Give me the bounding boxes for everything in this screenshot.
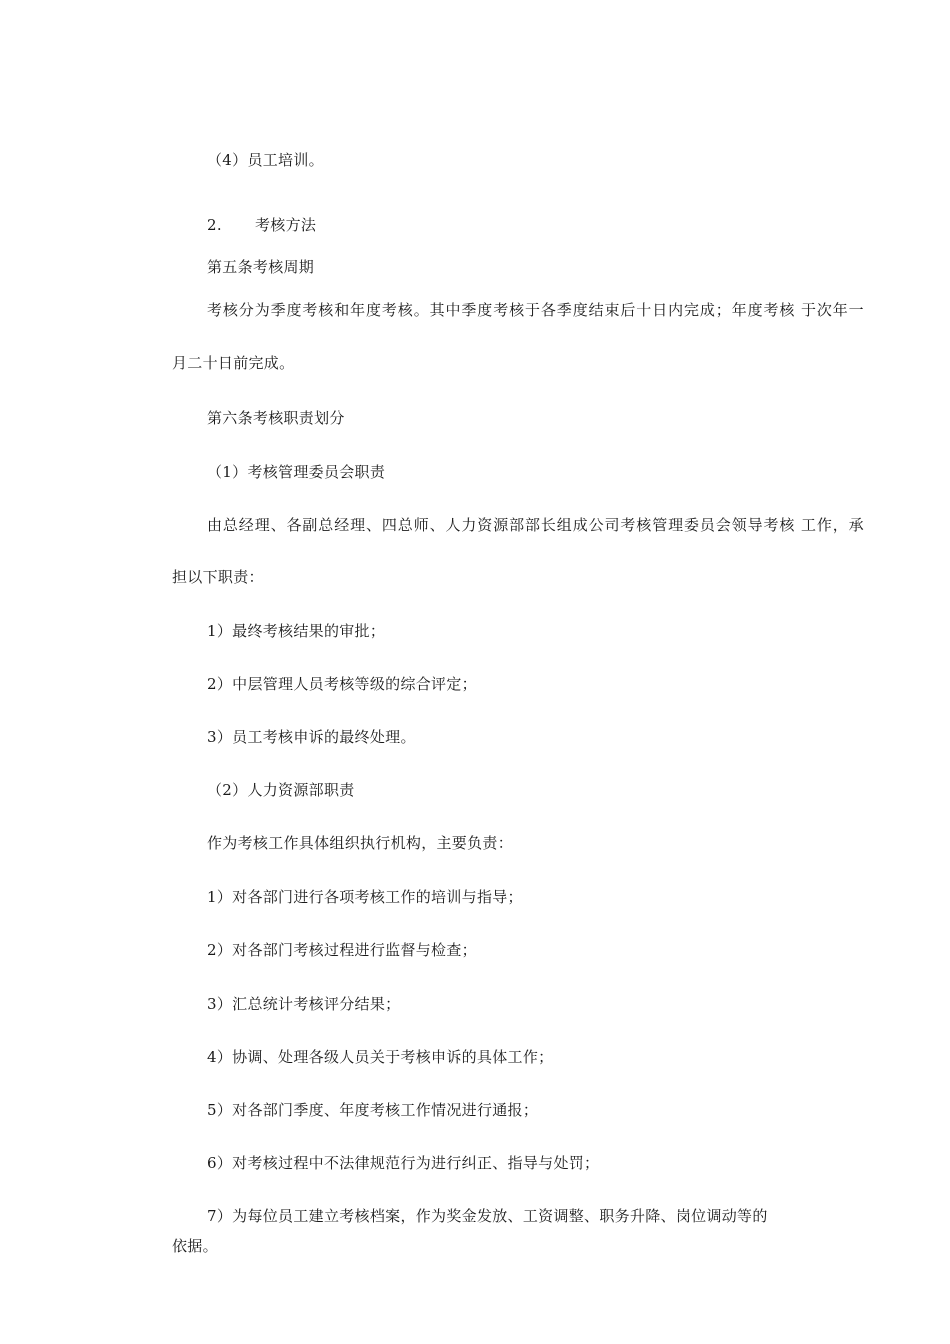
hr-item-7-line-2: 依据。 [172, 1237, 218, 1255]
committee-duties-heading: （1）考核管理委员会职责 [207, 463, 386, 481]
committee-text-line-2: 担以下职责： [172, 568, 264, 586]
hr-item-6: 6）对考核过程中不法律规范行为进行纠正、指导与处罚； [207, 1154, 600, 1172]
committee-item-2: 2）中层管理人员考核等级的综合评定； [207, 675, 477, 693]
hr-item-5: 5）对各部门季度、年度考核工作情况进行通报； [207, 1101, 539, 1119]
committee-item-1: 1）最终考核结果的审批； [207, 622, 386, 640]
hr-intro: 作为考核工作具体组织执行机构，主要负责： [207, 834, 514, 852]
hr-item-3: 3）汇总统计考核评分结果； [207, 995, 401, 1013]
hr-item-1: 1）对各部门进行各项考核工作的培训与指导； [207, 888, 523, 906]
committee-text-line-1: 由总经理、各副总经理、四总师、人力资源部部长组成公司考核管理委员会领导考核 工作，承 [207, 516, 865, 534]
hr-item-7-line-1: 7）为每位员工建立考核档案，作为奖金发放、工资调整、职务升降、岗位调动等的 [207, 1207, 768, 1225]
committee-item-3: 3）员工考核申诉的最终处理。 [207, 728, 416, 746]
section-heading-number: 2. [207, 216, 222, 234]
hr-item-4: 4）协调、处理各级人员关于考核申诉的具体工作； [207, 1048, 554, 1066]
article-5-text-line-1: 考核分为季度考核和年度考核。其中季度考核于各季度结束后十日内完成；年度考核 于次年一 [207, 301, 865, 319]
article-5-text-line-2: 月二十日前完成。 [172, 354, 295, 372]
paragraph-staff-training: （4）员工培训。 [207, 151, 324, 169]
section-heading-title: 考核方法 [255, 216, 317, 234]
hr-item-2: 2）对各部门考核过程进行监督与检查； [207, 941, 477, 959]
article-6-title: 第六条考核职责划分 [207, 409, 345, 427]
hr-duties-heading: （2）人力资源部职责 [207, 781, 355, 799]
section-heading [207, 215, 316, 235]
article-5-title: 第五条考核周期 [207, 258, 315, 276]
